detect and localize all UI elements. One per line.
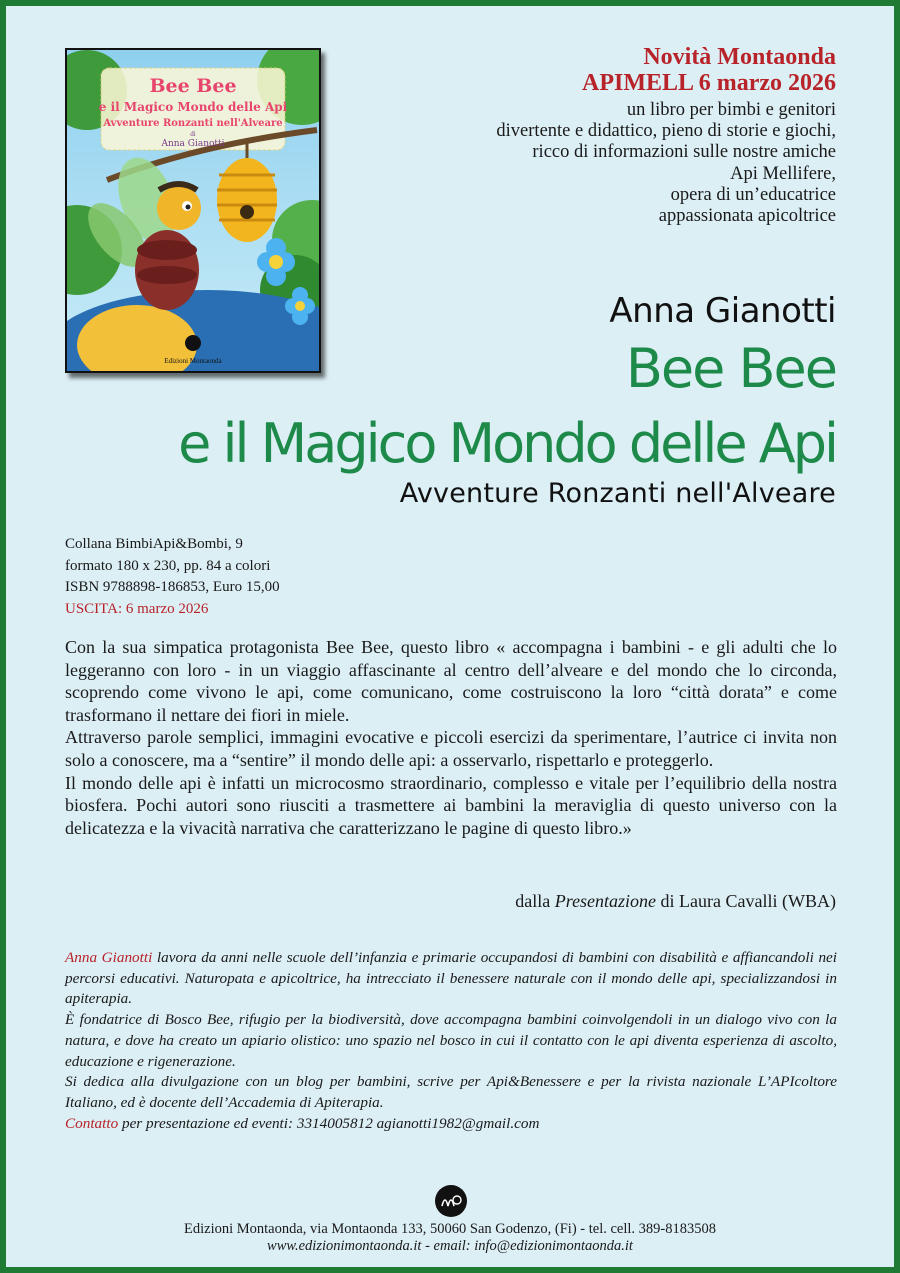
attribution [515,890,836,912]
author-name: Anna Gianotti [609,291,836,331]
event-label: APIMELL 6 marzo 2026 [582,70,836,96]
presentation-text [65,636,837,839]
contact-details: per presentazione ed eventi: 3314005812 agianotti1982@gmail.com [118,1114,540,1132]
description-line: divertente e didattico, pieno di storie e giochi, [496,121,836,142]
contact-line [65,1114,837,1135]
bio-text: lavora da anni nelle scuole dell’infanzia e primarie occupandosi di bambini con disabilità e affiancandoli nei percorsi educativi. Naturopata e apicoltrice, ha intrecciato il benessere naturale con il mondo delle api, specializzandosi in apiterapia. [65,949,838,1008]
body-paragraph: Con la sua simpatica protagonista Bee Bee, questo libro « accompagna i bambini - e gli adulti che lo leggeranno con loro - in un viaggio affascinante al centro dell’alveare e del mondo che lo circonda, scoprendo come vivono le api, come comunicano, come costruiscono la loro “città dorata” e come trasformano il nettare dei fiori in miele. [65,637,837,725]
book-subtitle: Avventure Ronzanti nell'Alveare [399,478,836,509]
publisher-logo-icon [434,1184,468,1218]
cover-subtitle: Avventure Ronzanti nell'Alveare [103,118,283,129]
publisher-address: Edizioni Montaonda, via Montaonda 133, 50060 San Godenzo, (Fi) - tel. cell. 389-8183508 [184,1221,716,1237]
cover-title: Bee Bee [149,75,237,97]
bio-author-name: Anna Gianotti [65,949,153,966]
body-paragraph: Attraverso parole semplici, immagini evocative e piccoli esercizi da sperimentare, l’autrice ci invita non solo a conoscere, ma a “sentire” il mondo delle api: a osservarlo, rispettarlo e proteggerlo. [65,727,837,770]
footer [6,1221,894,1255]
book-details [65,534,280,620]
series-info: Collana BimbiApi&Bombi, 9 [65,536,243,552]
cover-title-line2: e il Magico Mondo delle Api [98,100,288,114]
author-bio [65,948,837,1134]
release-date: USCITA: 6 marzo 2026 [65,600,209,617]
description-line: ricco di informazioni sulle nostre amiche [532,142,836,163]
body-paragraph: Il mondo delle api è infatti un microcosmo straordinario, complesso e vitale per l’equilibrio della nostra biosfera. Pochi autori sono riusciti a trasmettere ai bambini la meraviglia di questo universo con la delicatezza e la vivacità narrativa che caratterizzano le pagine di questo libro.» [65,772,837,838]
format-info: formato 180 x 230, pp. 84 a colori [65,557,271,574]
cover-publisher: Edizioni Montaonda [164,357,222,365]
book-title: Bee Bee [625,337,836,400]
description-line: appassionata apicoltrice [658,206,836,227]
bio-paragraph: È fondatrice di Bosco Bee, rifugio per la biodiversità, dove accompagna bambini coinvolgendoli in un dialogo vivo con la natura, e dove ha creato un apiario olistico: uno spazio nel bosco in cui il contatto con le api diventa esperienza di ascolto, educazione e rigenerazione. [65,1011,837,1070]
attribution-work: Presentazione [554,891,657,911]
novelty-label: Novità Montaonda [643,44,836,70]
book-cover-image [65,48,321,373]
book-title-line2: e il Magico Mondo delle Api [178,412,836,475]
attribution-prefix: dalla [515,891,555,911]
description-line: opera di un’educatrice [670,184,836,205]
cover-by: di [190,130,196,138]
attribution-suffix: di Laura Cavalli (WBA) [656,891,836,911]
description-line: un libro per bimbi e genitori [626,100,836,120]
publisher-contacts[interactable]: www.edizionimontaonda.it - email: info@edizionimontaonda.it [267,1238,633,1254]
contact-label: Contatto [65,1114,119,1132]
header-block [496,44,836,227]
cover-author: Anna Gianotti [161,139,225,149]
book-description [496,100,836,227]
bio-paragraph [65,948,837,1010]
description-line: Api Mellifere, [730,163,836,184]
bio-paragraph: Si dedica alla divulgazione con un blog per bambini, scrive per Api&Benessere e per la rivista nazionale L’APIcoltore Italiano, ed è docente dell’Accademia di Apiterapia. [65,1073,837,1111]
flyer-page [6,6,894,1267]
isbn-info: ISBN 9788898-186853, Euro 15,00 [65,579,280,595]
